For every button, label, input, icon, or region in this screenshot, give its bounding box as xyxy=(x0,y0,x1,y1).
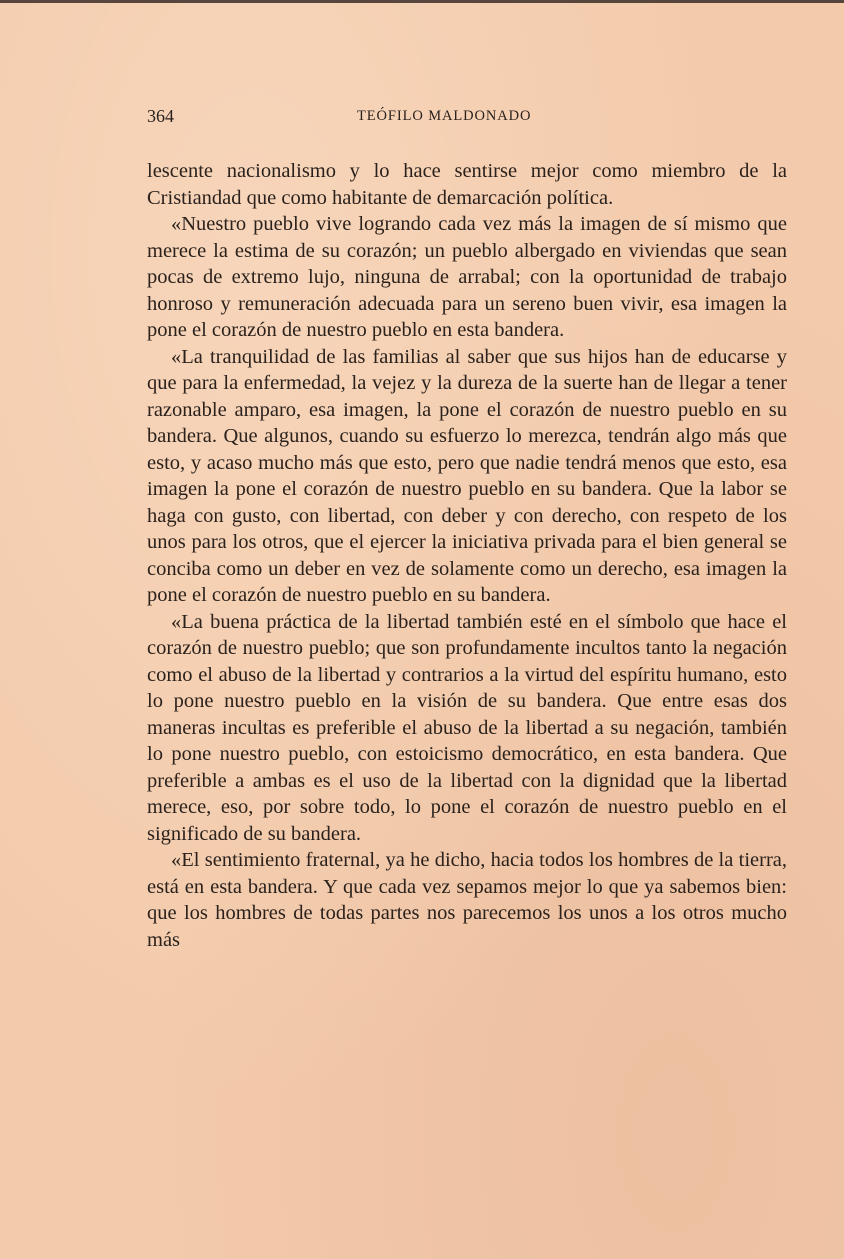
page-top-edge xyxy=(0,0,844,3)
paragraph-continuation: lescente nacionalismo y lo hace sentirse mejor como miembro de la Cristiandad que como habitante de demarcación política. xyxy=(147,160,787,209)
page-number: 364 xyxy=(147,106,174,126)
running-head: TEÓFILO MALDONADO xyxy=(357,108,532,124)
body-text xyxy=(147,158,787,953)
paragraph: «El sentimiento fraternal, ya he dicho, hacia todos los hombres de la tierra, está en esta bandera. Y que cada vez sepamos mejor lo que ya sabemos bien: que los hombres de todas partes nos parecemos los unos a los otros mucho más xyxy=(147,849,787,951)
page-header xyxy=(147,106,787,132)
paragraph: «La tranquilidad de las familias al saber que sus hijos han de educarse y que para la enfermedad, la vejez y la dureza de la suerte han de llegar a tener razonable amparo, esa imagen, la pone el corazón de nuestro pueblo en su bandera. Que algunos, cuando su esfuerzo lo merezca, tendrán algo más que esto, y acaso mucho más que esto, pero que nadie tendrá menos que esto, esa imagen la pone el corazón de nuestro pueblo en su bandera. Que la labor se haga con gusto, con libertad, con deber y con derecho, con respeto de los unos para los otros, que el ejercer la iniciativa privada para el bien general se conciba como un deber en vez de solamente como un derecho, esa imagen la pone el corazón de nuestro pueblo en su bandera. xyxy=(147,345,787,606)
paragraph: «Nuestro pueblo vive logrando cada vez más la imagen de sí mismo que merece la estima de su corazón; un pueblo albergado en viviendas que sean pocas de extremo lujo, ninguna de arrabal; con la oportunidad de trabajo honroso y remuneración adecuada para un sereno buen vivir, esa imagen la pone el corazón de nuestro pueblo en esta bandera. xyxy=(147,213,787,341)
paragraph: «La buena práctica de la libertad también esté en el símbolo que hace el corazón de nuestro pueblo; que son profundamente incultos tanto la negación como el abuso de la libertad y contrarios a la virtud del espíritu humano, esto lo pone nuestro pueblo en la visión de su bandera. Que entre esas dos maneras incultas es preferible el abuso de la libertad a su negación, también lo pone nuestro pueblo, con estoicismo democrático, en esta bandera. Que preferible a ambas es el uso de la libertad con la dignidad que la libertad merece, eso, por sobre todo, lo pone el corazón de nuestro pueblo en el significado de su bandera. xyxy=(147,610,787,845)
